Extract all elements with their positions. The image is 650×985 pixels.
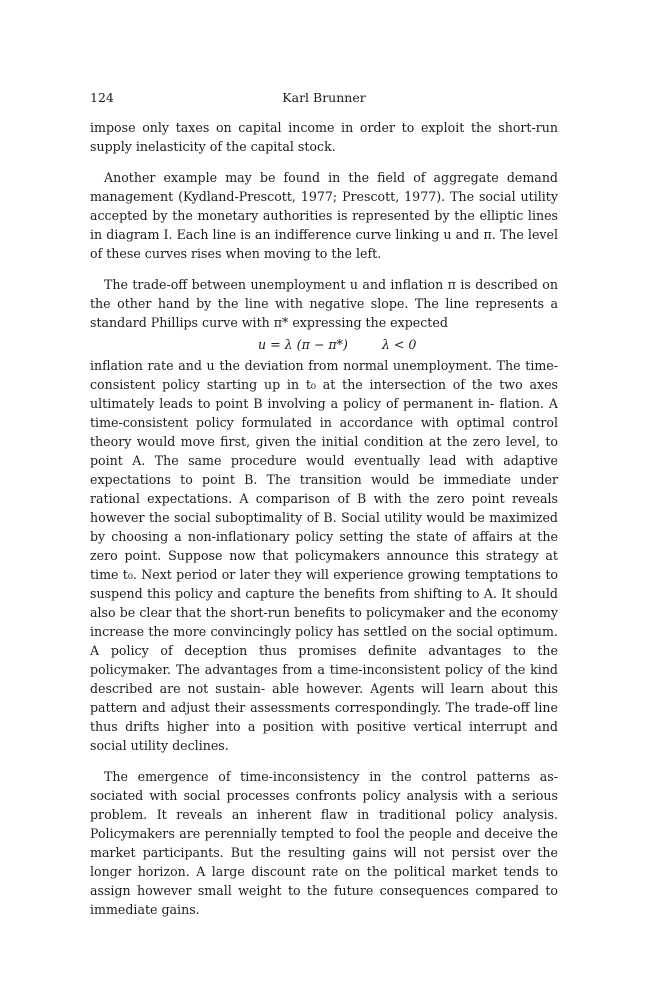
page-number: 124	[90, 90, 114, 105]
equation-formula: u = λ (π − π*)	[258, 337, 348, 352]
paragraph-1: impose only taxes on capital income in order to exploit the short-run supply inelasticity of the capital stock.	[90, 120, 558, 154]
equation-condition: λ < 0	[381, 337, 417, 352]
paragraph-continuation: inflation rate and u the deviation from normal unemployment. The time-consistent policy starting up in t₀ at the intersection of the two axes ultimately leads to point B involving a policy of permanent in- flation. A time-consistent policy formulated in accordance with optimal control theory would move first, given the initial condition at the zero level, to point A. The same procedure would eventually lead with adaptive expectations to point B. The transition would be immediate under rational expectations. A comparison of B with the zero point reveals however the social suboptimality of B. Social utility would be maximized by choosing a non-inflationary policy setting the state of affairs at the zero point. Suppose now that policymakers announce this strategy at time t₀. Next period or later they will experience growing temptations to suspend this policy and capture the benefits from shifting to A. It should also be clear that the short-run benefits to policymaker and the economy increase the more convincingly policy has settled on the social optimum. A policy of deception thus promises definite advantages to the policymaker. The advantages from a time-inconsistent policy of the kind described are not sustain- able however. Agents will learn about this pattern and adjust their assessments correspondingly. The trade-off line thus drifts higher into a position with positive vertical interrupt and social utility declines.	[90, 358, 558, 753]
phillips-equation	[90, 334, 558, 356]
page-header	[90, 90, 558, 108]
paragraph-3: The trade-off between unemployment u and inflation π is described on the other hand by the line with negative slope. The line represents a standard Phillips curve with π* expressing the expected	[90, 277, 558, 330]
body-text	[90, 118, 558, 919]
paragraph-2: Another example may be found in the field of aggregate demand management (Kydland-Prescott, 1977; Prescott, 1977). The social utility accepted by the monetary authorities is represented by the elliptic lines in diagram I. Each line is an indifference curve linking u and π. The level of these curves rises when moving to the left.	[90, 170, 558, 261]
running-head: Karl Brunner	[282, 90, 366, 105]
paragraph-final: The emergence of time-inconsistency in the control patterns as- sociated with social processes confronts policy analysis with a serious problem. It reveals an inherent flaw in traditional policy analysis. Policymakers are perennially tempted to fool the people and deceive the market participants. But the resulting gains will not persist over the longer horizon. A large discount rate on the political market tends to assign however small weight to the future consequences compared to immediate gains.	[90, 769, 558, 917]
